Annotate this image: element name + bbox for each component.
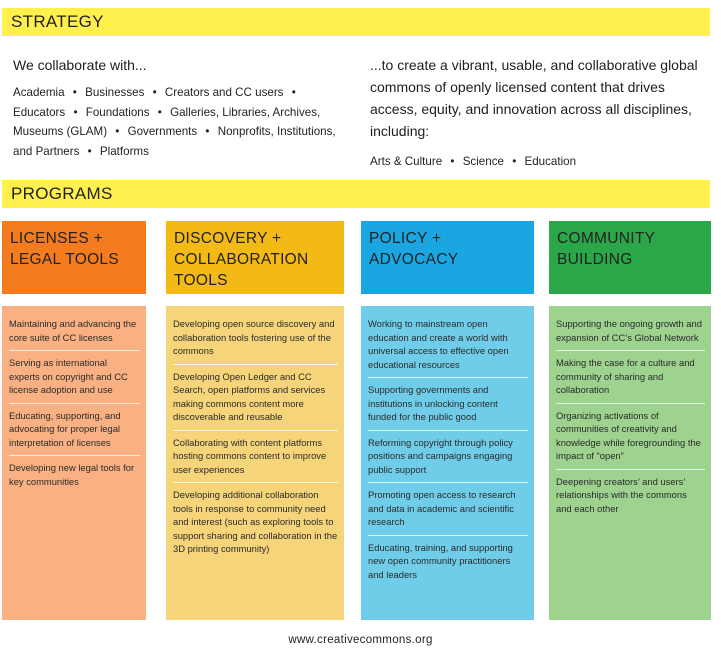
policy-body (361, 306, 534, 620)
left-item: Galleries, Libraries, Archives, Museums (GLAM) (13, 105, 321, 138)
bullet-separator: • (512, 155, 517, 168)
goal-lead: ...to create a vibrant, usable, and collaborative global commons of openly licensed content that drives access, equity, and innovation across all disciplines, including: (370, 57, 698, 139)
list-item: Deepening creators’ and users’ relationships with the commons and each other (556, 475, 687, 514)
list-item: Working to mainstream open education and create a world with universal access to effective open educational resources (368, 312, 528, 378)
list-item: Developing new legal tools for key communities (9, 462, 135, 487)
list-item: Making the case for a culture and community of sharing and collaboration (556, 351, 705, 404)
bullet-separator: • (72, 86, 77, 99)
left-item: Businesses (85, 86, 145, 99)
community-title: COMMUNITY BUILDING (557, 230, 655, 268)
discovery-title: DISCOVERY + COLLABORATION TOOLS (174, 230, 309, 289)
right-item: Arts & Culture (370, 155, 443, 168)
left-item: Creators and CC users (164, 86, 284, 99)
discovery-header (166, 221, 344, 294)
bullet-separator: • (115, 125, 120, 138)
left-item: Academia (13, 86, 65, 99)
policy-header (361, 221, 534, 294)
disciplines-list (370, 152, 705, 172)
list-item: Supporting governments and institutions in unlocking content funded for the public good (368, 378, 528, 431)
list-item: Organizing activations of communities of creativity and knowledge while foregrounding the impact of “open” (556, 404, 705, 470)
bullet-separator: • (87, 144, 92, 158)
programs-title: PROGRAMS (11, 184, 113, 203)
list-item: Collaborating with content platforms hosting commons content to improve user experiences (173, 431, 338, 484)
community-header (549, 221, 711, 294)
list-item: Maintaining and advancing the core suite of CC licenses (9, 312, 140, 351)
list-item: Reforming copyright through policy positions and campaigns engaging public support (368, 431, 528, 484)
bullet-separator: • (205, 125, 210, 138)
right-item: Science (462, 155, 504, 168)
collaborators-list (13, 83, 343, 161)
right-item: Education (524, 155, 577, 168)
community-body (549, 306, 711, 620)
left-item: Nonprofits, Institutions, and Partners (13, 125, 336, 158)
strategy-header (2, 8, 710, 36)
strategy-goal (370, 54, 705, 172)
left-item: Foundations (85, 105, 150, 119)
programs-header (2, 180, 710, 208)
licenses-body (2, 306, 146, 620)
bullet-separator: • (152, 86, 157, 99)
list-item: Serving as international experts on copyright and CC license adoption and use (9, 351, 140, 404)
discovery-body (166, 306, 344, 620)
strategy-collaborators (13, 54, 343, 161)
list-item: Supporting the ongoing growth and expansion of CC’s Global Network (556, 312, 705, 351)
bullet-separator: • (291, 86, 296, 99)
licenses-header (2, 221, 146, 294)
bullet-separator: • (450, 155, 455, 168)
list-item: Educating, training, and supporting new open community practitioners and leaders (368, 541, 513, 580)
left-item: Educators (13, 105, 66, 119)
website-footer: www.creativecommons.org (288, 634, 433, 646)
bullet-separator: • (157, 105, 162, 119)
licenses-title: LICENSES + LEGAL TOOLS (10, 230, 119, 268)
list-item: Developing Open Ledger and CC Search, open platforms and services making commons content more discoverable and reusable (173, 365, 338, 431)
bullet-separator: • (73, 105, 78, 119)
left-item: Governments (127, 125, 198, 138)
list-item: Promoting open access to research and data in academic and scientific research (368, 483, 528, 536)
strategy-title: STRATEGY (11, 12, 104, 31)
list-item: Educating, supporting, and advocating for proper legal interpretation of licenses (9, 404, 140, 457)
collaborators-lead: We collaborate with... (13, 57, 147, 73)
policy-title: POLICY + ADVOCACY (369, 230, 459, 268)
list-item: Developing open source discovery and collaboration tools fostering use of the commons (173, 312, 338, 365)
left-item: Platforms (99, 144, 149, 158)
list-item: Developing additional collaboration tools in response to community need and interest (such as exploring tools to support sharing and collaboration in the 3D printing community) (173, 489, 338, 554)
